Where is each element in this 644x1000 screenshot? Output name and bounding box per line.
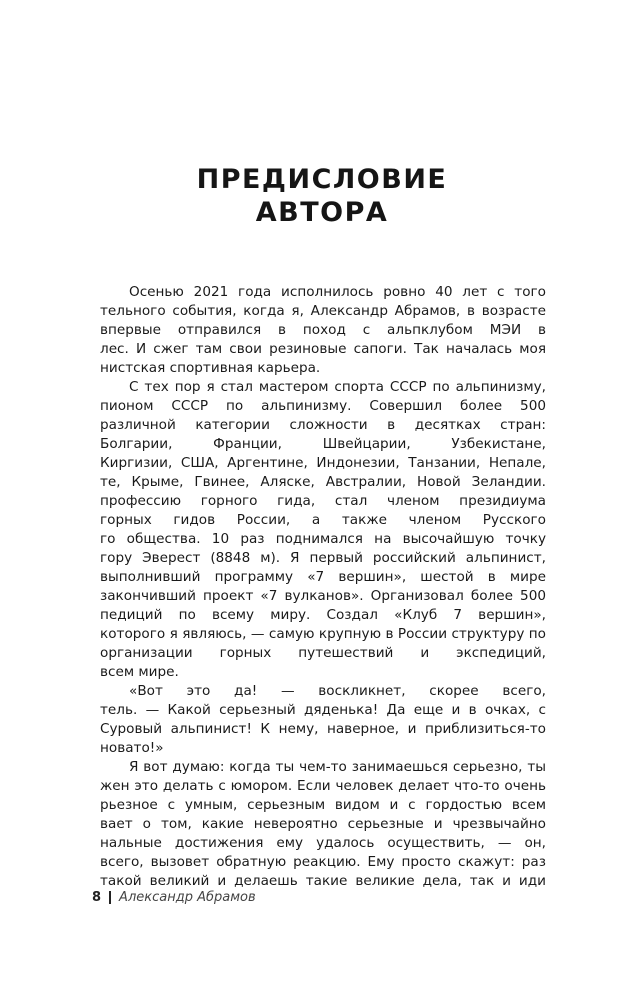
text-line: «Вот это да! — воскликнет, скорее всего,: [129, 683, 546, 700]
text-line: профессию горного гида, стал членом президиума: [100, 493, 546, 510]
text-line: педиций по всему миру. Создал «Клуб 7 вершин»,: [100, 607, 546, 624]
text-line: различной категории сложности в десятках стран:: [100, 417, 546, 434]
body-text: [100, 283, 546, 892]
text-line: всем мире.: [100, 664, 179, 681]
text-line: новато!»: [100, 740, 164, 757]
text-line: вает о том, какие невероятно серьезные и чрезвычайно: [100, 816, 546, 833]
text-line: гору Эверест (8848 м). Я первый российский альпинист,: [100, 550, 546, 567]
text-line: Я вот думаю: когда ты чем-то занимаешься серьезно, ты: [129, 759, 546, 776]
text-line: нистская спортивная карьера.: [100, 360, 321, 377]
chapter-title: [0, 163, 644, 229]
text-line: организации горных путешествий и экспедиций,: [100, 645, 546, 662]
footer-divider: [109, 891, 111, 904]
text-line: выполнивший программу «7 вершин», шестой в мире: [100, 569, 546, 586]
text-line: нальные достижения ему удалось осуществить, — он,: [100, 835, 546, 852]
text-line: закончивший проект «7 вулканов». Организовал более 500: [100, 588, 546, 605]
text-line: которого я являюсь, — самую крупную в России структуру по: [100, 626, 546, 643]
chapter-title-line2: АВТОРА: [255, 197, 389, 228]
text-line: всего, вызовет обратную реакцию. Ему просто скажут: раз: [100, 854, 546, 871]
text-line: Осенью 2021 года исполнилось ровно 40 лет с того: [129, 284, 546, 300]
text-line: горных гидов России, а также членом Русского: [100, 512, 546, 529]
page-footer: [92, 890, 256, 905]
text-line: С тех пор я стал мастером спорта СССР по альпинизму,: [129, 379, 546, 396]
text-line: Киргизии, США, Аргентине, Индонезии, Танзании, Непале,: [100, 455, 546, 472]
text-line: жен это делать с юмором. Если человек делает что-то очень: [100, 778, 546, 795]
running-author: Александр Абрамов: [119, 890, 256, 905]
text-line: лес. И сжег там свои резиновые сапоги. Так началась моя: [100, 341, 546, 358]
page-number: 8: [92, 890, 102, 905]
text-line: го общества. 10 раз поднимался на высочайшую точку: [100, 531, 546, 548]
text-line: такой великий и делаешь такие великие дела, так и иди: [100, 873, 546, 890]
text-line: тель. — Какой серьезный дяденька! Да еще и в очках, с: [100, 702, 546, 719]
text-line: Болгарии, Франции, Швейцарии, Узбекистане,: [100, 436, 546, 453]
text-line: рьезное с умным, серьезным видом и с гордостью всем: [100, 797, 546, 814]
text-line: Суровый альпинист! К нему, наверное, и приблизиться-то: [100, 721, 546, 738]
text-line: тельного события, когда я, Александр Абрамов, в возрасте: [100, 303, 546, 320]
chapter-title-line1: ПРЕДИСЛОВИЕ: [196, 164, 448, 195]
text-line: те, Крыме, Гвинее, Аляске, Австралии, Новой Зеландии.: [100, 474, 546, 491]
text-line: пионом СССР по альпинизму. Совершил более 500: [100, 398, 546, 415]
text-line: впервые отправился в поход с альпклубом МЭИ в: [100, 322, 546, 339]
